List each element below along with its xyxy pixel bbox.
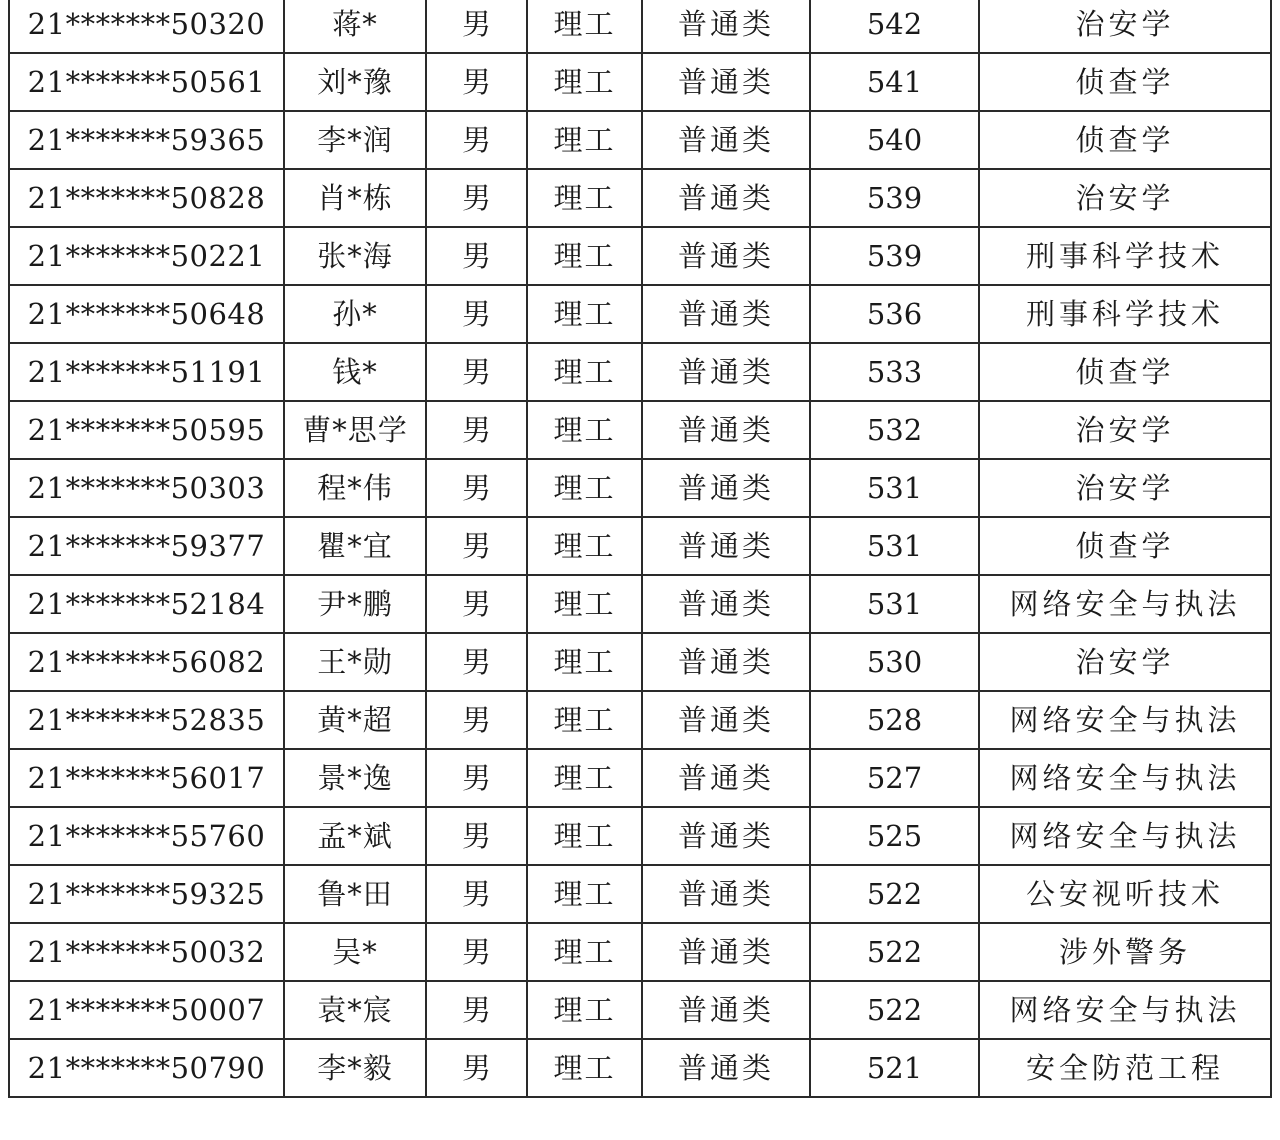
score-cell: 533 — [810, 343, 979, 401]
score-cell: 540 — [810, 111, 979, 169]
subject-cell: 理工 — [527, 517, 642, 575]
admitted-major-cell: 治安学 — [979, 169, 1271, 227]
table-row — [9, 807, 1271, 865]
admitted-major-cell: 治安学 — [979, 401, 1271, 459]
subject-cell: 理工 — [527, 691, 642, 749]
category-cell: 普通类 — [642, 401, 810, 459]
admitted-major-cell: 网络安全与执法 — [979, 981, 1271, 1039]
subject-cell: 理工 — [527, 749, 642, 807]
candidate-name-cell: 蒋* — [284, 0, 426, 53]
candidate-id-cell: 21*******52184 — [9, 575, 284, 633]
subject-cell: 理工 — [527, 865, 642, 923]
table-body — [9, 0, 1271, 1097]
table-row — [9, 285, 1271, 343]
admitted-major-cell: 刑事科学技术 — [979, 227, 1271, 285]
table-row — [9, 53, 1271, 111]
subject-cell: 理工 — [527, 401, 642, 459]
score-cell: 530 — [810, 633, 979, 691]
admitted-major-cell: 侦查学 — [979, 343, 1271, 401]
gender-cell: 男 — [426, 459, 527, 517]
admission-results-table — [8, 0, 1272, 1098]
score-cell: 531 — [810, 459, 979, 517]
admitted-major-cell: 治安学 — [979, 633, 1271, 691]
candidate-name-cell: 吴* — [284, 923, 426, 981]
category-cell: 普通类 — [642, 111, 810, 169]
candidate-id-cell: 21*******50221 — [9, 227, 284, 285]
category-cell: 普通类 — [642, 981, 810, 1039]
score-cell: 525 — [810, 807, 979, 865]
candidate-id-cell: 21*******50790 — [9, 1039, 284, 1097]
table-row — [9, 691, 1271, 749]
gender-cell: 男 — [426, 865, 527, 923]
score-cell: 539 — [810, 169, 979, 227]
candidate-name-cell: 孙* — [284, 285, 426, 343]
gender-cell: 男 — [426, 923, 527, 981]
subject-cell: 理工 — [527, 111, 642, 169]
candidate-id-cell: 21*******50303 — [9, 459, 284, 517]
table-row — [9, 575, 1271, 633]
table-row — [9, 923, 1271, 981]
category-cell: 普通类 — [642, 517, 810, 575]
subject-cell: 理工 — [527, 459, 642, 517]
admitted-major-cell: 侦查学 — [979, 517, 1271, 575]
admission-list-sheet — [8, 0, 1270, 1098]
admitted-major-cell: 治安学 — [979, 0, 1271, 53]
category-cell: 普通类 — [642, 53, 810, 111]
candidate-name-cell: 袁*宸 — [284, 981, 426, 1039]
subject-cell: 理工 — [527, 0, 642, 53]
gender-cell: 男 — [426, 111, 527, 169]
table-row — [9, 459, 1271, 517]
candidate-name-cell: 王*勋 — [284, 633, 426, 691]
gender-cell: 男 — [426, 691, 527, 749]
subject-cell: 理工 — [527, 169, 642, 227]
gender-cell: 男 — [426, 0, 527, 53]
subject-cell: 理工 — [527, 53, 642, 111]
category-cell: 普通类 — [642, 0, 810, 53]
candidate-name-cell: 尹*鹏 — [284, 575, 426, 633]
score-cell: 528 — [810, 691, 979, 749]
score-cell: 531 — [810, 517, 979, 575]
admitted-major-cell: 治安学 — [979, 459, 1271, 517]
admitted-major-cell: 网络安全与执法 — [979, 807, 1271, 865]
candidate-name-cell: 肖*栋 — [284, 169, 426, 227]
category-cell: 普通类 — [642, 575, 810, 633]
candidate-name-cell: 张*海 — [284, 227, 426, 285]
candidate-id-cell: 21*******50595 — [9, 401, 284, 459]
category-cell: 普通类 — [642, 227, 810, 285]
subject-cell: 理工 — [527, 343, 642, 401]
table-row — [9, 865, 1271, 923]
subject-cell: 理工 — [527, 923, 642, 981]
candidate-id-cell: 21*******59377 — [9, 517, 284, 575]
table-row — [9, 0, 1271, 53]
table-row — [9, 1039, 1271, 1097]
category-cell: 普通类 — [642, 459, 810, 517]
table-row — [9, 749, 1271, 807]
category-cell: 普通类 — [642, 923, 810, 981]
candidate-id-cell: 21*******56017 — [9, 749, 284, 807]
candidate-id-cell: 21*******50007 — [9, 981, 284, 1039]
category-cell: 普通类 — [642, 807, 810, 865]
gender-cell: 男 — [426, 749, 527, 807]
candidate-name-cell: 鲁*田 — [284, 865, 426, 923]
subject-cell: 理工 — [527, 285, 642, 343]
score-cell: 522 — [810, 865, 979, 923]
category-cell: 普通类 — [642, 749, 810, 807]
candidate-id-cell: 21*******51191 — [9, 343, 284, 401]
score-cell: 522 — [810, 981, 979, 1039]
candidate-name-cell: 孟*斌 — [284, 807, 426, 865]
candidate-name-cell: 景*逸 — [284, 749, 426, 807]
candidate-name-cell: 程*伟 — [284, 459, 426, 517]
candidate-id-cell: 21*******50828 — [9, 169, 284, 227]
score-cell: 531 — [810, 575, 979, 633]
category-cell: 普通类 — [642, 865, 810, 923]
admitted-major-cell: 网络安全与执法 — [979, 691, 1271, 749]
table-row — [9, 343, 1271, 401]
gender-cell: 男 — [426, 981, 527, 1039]
admitted-major-cell: 刑事科学技术 — [979, 285, 1271, 343]
table-row — [9, 401, 1271, 459]
score-cell: 521 — [810, 1039, 979, 1097]
admitted-major-cell: 网络安全与执法 — [979, 575, 1271, 633]
candidate-id-cell: 21*******50648 — [9, 285, 284, 343]
gender-cell: 男 — [426, 807, 527, 865]
candidate-name-cell: 李*润 — [284, 111, 426, 169]
admitted-major-cell: 网络安全与执法 — [979, 749, 1271, 807]
category-cell: 普通类 — [642, 633, 810, 691]
table-row — [9, 227, 1271, 285]
candidate-id-cell: 21*******52835 — [9, 691, 284, 749]
category-cell: 普通类 — [642, 343, 810, 401]
subject-cell: 理工 — [527, 633, 642, 691]
subject-cell: 理工 — [527, 575, 642, 633]
subject-cell: 理工 — [527, 227, 642, 285]
admitted-major-cell: 侦查学 — [979, 53, 1271, 111]
candidate-name-cell: 钱* — [284, 343, 426, 401]
candidate-id-cell: 21*******50032 — [9, 923, 284, 981]
score-cell: 527 — [810, 749, 979, 807]
gender-cell: 男 — [426, 343, 527, 401]
gender-cell: 男 — [426, 1039, 527, 1097]
gender-cell: 男 — [426, 53, 527, 111]
gender-cell: 男 — [426, 633, 527, 691]
score-cell: 522 — [810, 923, 979, 981]
category-cell: 普通类 — [642, 169, 810, 227]
candidate-name-cell: 瞿*宜 — [284, 517, 426, 575]
category-cell: 普通类 — [642, 285, 810, 343]
subject-cell: 理工 — [527, 807, 642, 865]
table-row — [9, 517, 1271, 575]
subject-cell: 理工 — [527, 1039, 642, 1097]
candidate-id-cell: 21*******59325 — [9, 865, 284, 923]
admitted-major-cell: 安全防范工程 — [979, 1039, 1271, 1097]
subject-cell: 理工 — [527, 981, 642, 1039]
admitted-major-cell: 公安视听技术 — [979, 865, 1271, 923]
candidate-id-cell: 21*******50561 — [9, 53, 284, 111]
score-cell: 532 — [810, 401, 979, 459]
table-row — [9, 169, 1271, 227]
candidate-name-cell: 李*毅 — [284, 1039, 426, 1097]
candidate-name-cell: 曹*思学 — [284, 401, 426, 459]
category-cell: 普通类 — [642, 691, 810, 749]
candidate-id-cell: 21*******59365 — [9, 111, 284, 169]
score-cell: 539 — [810, 227, 979, 285]
candidate-id-cell: 21*******56082 — [9, 633, 284, 691]
candidate-id-cell: 21*******55760 — [9, 807, 284, 865]
candidate-id-cell: 21*******50320 — [9, 0, 284, 53]
gender-cell: 男 — [426, 401, 527, 459]
table-row — [9, 981, 1271, 1039]
candidate-name-cell: 黄*超 — [284, 691, 426, 749]
gender-cell: 男 — [426, 227, 527, 285]
table-row — [9, 111, 1271, 169]
score-cell: 536 — [810, 285, 979, 343]
gender-cell: 男 — [426, 575, 527, 633]
score-cell: 541 — [810, 53, 979, 111]
gender-cell: 男 — [426, 169, 527, 227]
category-cell: 普通类 — [642, 1039, 810, 1097]
candidate-name-cell: 刘*豫 — [284, 53, 426, 111]
gender-cell: 男 — [426, 517, 527, 575]
score-cell: 542 — [810, 0, 979, 53]
admitted-major-cell: 涉外警务 — [979, 923, 1271, 981]
admitted-major-cell: 侦查学 — [979, 111, 1271, 169]
gender-cell: 男 — [426, 285, 527, 343]
table-row — [9, 633, 1271, 691]
